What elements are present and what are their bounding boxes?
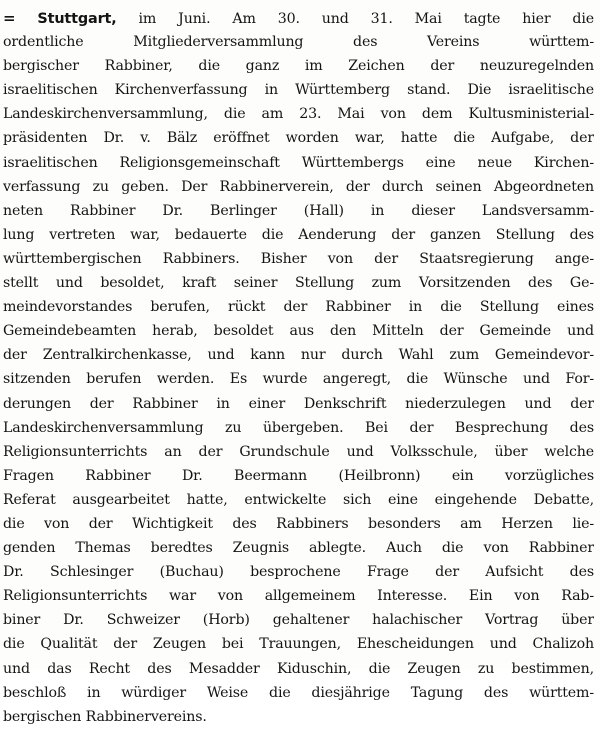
article-line: stellt und besoldet, kraft seiner Stellung zum Vorsitzenden des Ge- [3,275,594,292]
article-line: die von der Wichtigkeit des Rabbiners besonders am Herzen lie- [3,515,594,532]
article-line: Landeskirchenversammlung zu übergeben. Bei der Besprechung des [3,419,594,436]
article-line: biner Dr. Schweizer (Horb) gehaltener halachischer Vortrag über [3,612,594,629]
article-line: und das Recht des Mesadder Kiduschin, die Zeugen zu bestimmen, [3,660,594,677]
lead-dash: = [3,9,16,27]
article-line: Landeskirchenversammlung, die am 23. Mai von dem Kultusministerial- [3,106,594,123]
article-line-text: im Juni. Am 30. und 31. Mai tagte hier die [138,11,594,27]
article-line: derungen der Rabbiner in einer Denkschrift niederzulegen und der [3,395,594,412]
article-line: württembergischen Rabbiners. Bisher von der Staatsregierung ange- [3,250,594,267]
article-line: bergischer Rabbiner, die ganz im Zeichen der neuzuregelnden [3,58,594,75]
article-line: genden Themas beredtes Zeugnis ablegte. Auch die von Rabbiner [3,540,594,557]
article-line: israelitischen Kirchenverfassung in Württemberg stand. Die israelitische [3,82,594,99]
article-line: meindevorstandes berufen, rückt der Rabbiner in die Stellung eines [3,299,594,316]
article-line: Religionsunterrichts an der Grundschule und Volksschule, über welche [3,443,594,460]
article-line: ordentliche Mitgliederversammlung des Vereins württem- [3,34,594,51]
article-line: verfassung zu geben. Der Rabbinerverein, der durch seinen Abgeordneten [3,178,594,195]
article-line: neten Rabbiner Dr. Berlinger (Hall) in dieser Landsversamm- [3,202,594,219]
article-line: Fragen Rabbiner Dr. Beermann (Heilbronn) ein vorzügliches [3,467,594,484]
article-line-last: bergischen Rabbinervereins. [3,708,207,725]
article-line-1 [3,6,594,30]
article-line: präsidenten Dr. v. Bälz eröffnet worden war, hatte die Aufgabe, der [3,130,594,147]
article-line: Gemeindebeamten herab, besoldet aus den Mitteln der Gemeinde und [3,323,594,340]
article-line: Referat ausgearbeitet hatte, entwickelte sich eine eingehende Debatte, [3,491,594,508]
article-line: israelitischen Religionsgemeinschaft Württembergs eine neue Kirchen- [3,154,594,171]
article-line: Religionsunterrichts war von allgemeinem Interesse. Ein von Rab- [3,588,594,605]
article-line: die Qualität der Zeugen bei Trauungen, Ehescheidungen und Chalizoh [3,636,594,653]
article-line: lung vertreten war, bedauerte die Aenderung der ganzen Stellung des [3,226,594,243]
dateline-place: Stuttgart, [37,11,117,27]
article-line: der Zentralkirchenkasse, und kann nur durch Wahl zum Gemeindevor- [3,347,594,364]
article-stuttgart-rabbiner [3,6,594,729]
article-line: beschloß in würdiger Weise die diesjährige Tagung des württem- [3,684,594,701]
article-line: sitzenden berufen werden. Es wurde angeregt, die Wünsche und For- [3,371,594,388]
article-line: Dr. Schlesinger (Buchau) besprochene Frage der Aufsicht des [3,564,594,581]
